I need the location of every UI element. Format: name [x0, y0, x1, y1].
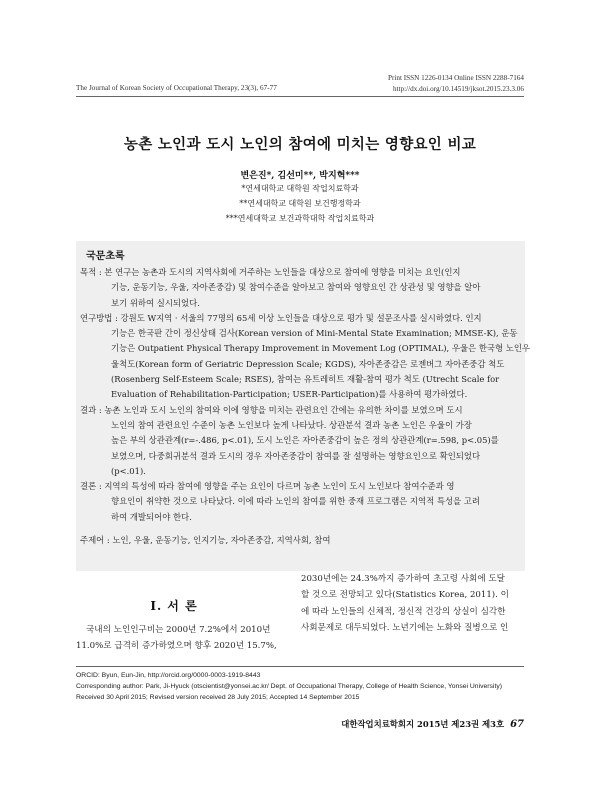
- conclusion-line-1: 지역의 특성에 따라 참여에 영향을 주는 요인이 다르며 농촌 노인이 도시 노인보다 참여수준과 영: [104, 481, 455, 492]
- journal-citation: The Journal of Korean Society of Occupational Therapy, 23(3), 67-77: [76, 84, 277, 92]
- conclusion-line-3: 하여 개발되어야 한다.: [111, 511, 192, 522]
- purpose-label: 목적 :: [80, 267, 102, 277]
- results-line-2: 노인의 참여 관련요인 수준이 농촌 노인보다 높게 나타났다. 상관분석 결과 농촌 노인은 우울이 가장: [111, 419, 472, 430]
- abstract-methods: [80, 311, 531, 403]
- footnote-orcid: ORCID: Byun, Eun-Jin, http://orcid.org/0000-0003-1919-8443: [76, 672, 261, 679]
- page-footer: [341, 718, 524, 730]
- abstract-heading: 국문초록: [86, 251, 125, 262]
- methods-line-2: 기능은 한국판 간이 정신상태 검사(Korean version of Mini-Mental State Examination; MMSE-K), 운동: [111, 328, 518, 339]
- affiliation-3: ***연세대학교 보건과학대학 작업치료학과: [225, 214, 375, 223]
- abstract-results: [80, 403, 513, 479]
- doi-link[interactable]: http://dx.doi.org/10.14519/jksot.2015.23.3.06: [392, 85, 524, 93]
- results-line-5: (p<.01).: [111, 465, 146, 476]
- journal-identifiers: [388, 73, 524, 95]
- methods-line-1: 강원도 W지역 · 서울의 77명의 65세 이상 노인들을 대상으로 평가 및 설문조사를 실시하였다. 인지: [120, 312, 482, 323]
- footnote-divider: [76, 666, 524, 667]
- results-line-1: 농촌 노인과 도시 노인의 참여와 이에 영향을 미치는 관련요인 간에는 유의한 차이를 보였으며 도시: [104, 404, 463, 415]
- footnote-corresponding-author: Corresponding author: Park, Ji-Hyuck (otscientist@yonsei.ac.kr/ Dept. of Occupational Therapy, College of Health Science, Yonsei University): [76, 683, 502, 690]
- methods-line-4: 울척도(Korean form of Geriatric Depression Scale; KGDS), 자아존중감은 로젠버그 자아존중감 척도: [111, 358, 505, 369]
- body-right-line-2: 할 것으로 전망되고 있다(Statistics Korea, 2011). 이: [301, 590, 509, 601]
- section-title-introduction: Ⅰ. 서 론: [150, 599, 198, 613]
- body-left-column: [76, 622, 276, 655]
- footnotes: [76, 670, 502, 703]
- abstract-purpose: [80, 265, 513, 311]
- purpose-line-2: 기능, 운동기능, 우울, 자아존중감) 및 참여수준을 알아보고 참여와 영향요인 간 상관성 및 영향을 알아: [111, 282, 481, 293]
- header-divider: [76, 96, 524, 97]
- methods-line-3: 기능은 Outpatient Physical Therapy Improvement in Movement Log (OPTIMAL), 우울은 한국형 노인우: [111, 343, 531, 354]
- results-line-4: 보였으며, 다중회귀분석 결과 도시의 경우 자아존중감이 참여를 잘 설명하는 영향요인으로 확인되었다: [111, 450, 481, 461]
- footnote-received-dates: Received 30 April 2015; Revised version received 28 July 2015; Accepted 14 September 2015: [76, 694, 360, 701]
- results-line-3: 높은 부의 상관관계(r=-.486, p<.01), 도시 노인은 자아존중감이 높은 정의 상관관계(r=.598, p<.05)를: [111, 435, 499, 446]
- affiliation-1: *연세대학교 대학원 작업치료학과: [241, 184, 359, 193]
- results-label: 결과 :: [80, 404, 102, 415]
- footer-journal-issue: 대한작업치료학회지 2015년 제23권 제3호: [341, 719, 505, 729]
- page-number: 67: [510, 719, 524, 730]
- abstract-box: [76, 241, 531, 571]
- methods-line-5: (Rosenberg Self-Esteem Scale; RSES), 참여는 유트레히트 재활-참여 평가 척도 (Utrecht Scale for: [111, 374, 500, 385]
- affiliation-2: **연세대학교 대학원 보건행정학과: [239, 199, 361, 208]
- issn-text: Print ISSN 1226-0134 Online ISSN 2288-7164: [388, 74, 524, 82]
- purpose-line-3: 보기 위하여 실시되었다.: [111, 297, 200, 308]
- abstract-keywords: 주제어 : 노인, 우울, 운동기능, 인지기능, 자아존중감, 지역사회, 참여: [80, 535, 331, 546]
- body-right-column: [301, 571, 525, 637]
- methods-label: 연구방법 :: [80, 312, 118, 323]
- conclusion-line-2: 향요인이 취약한 것으로 나타났다. 이에 따라 노인의 참여를 위한 중재 프로그램은 지역적 특성을 고려: [111, 496, 480, 507]
- purpose-line-1: 본 연구는 농촌과 도시의 지역사회에 거주하는 노인들을 대상으로 참여에 영향을 미치는 요인(인지: [104, 267, 461, 277]
- abstract-conclusion: [80, 479, 513, 525]
- conclusion-label: 결론 :: [80, 481, 102, 492]
- paper-authors: 변은진*, 김선미**, 박지혁***: [240, 171, 360, 181]
- body-right-line-3: 에 따라 노인들의 신체적, 정신적 건강의 상실이 심각한: [301, 606, 506, 617]
- body-left-line-2: 11.0%로 급격히 증가하였으며 향후 2020년 15.7%,: [76, 641, 277, 652]
- body-right-line-4: 사회문제로 대두되었다. 노년기에는 노화와 질병으로 인: [301, 623, 509, 634]
- body-left-line-1: 국내의 노인인구비는 2000년 7.2%에서 2010년: [86, 625, 271, 635]
- paper-title: 농촌 노인과 도시 노인의 참여에 미치는 영향요인 비교: [123, 136, 477, 153]
- body-right-line-1: 2030년에는 24.3%까지 증가하여 초고령 사회에 도달: [301, 574, 505, 584]
- methods-line-6: Evaluation of Rehabilitation-Participation; USER-Participation)를 사용하여 평가하였다.: [111, 389, 468, 400]
